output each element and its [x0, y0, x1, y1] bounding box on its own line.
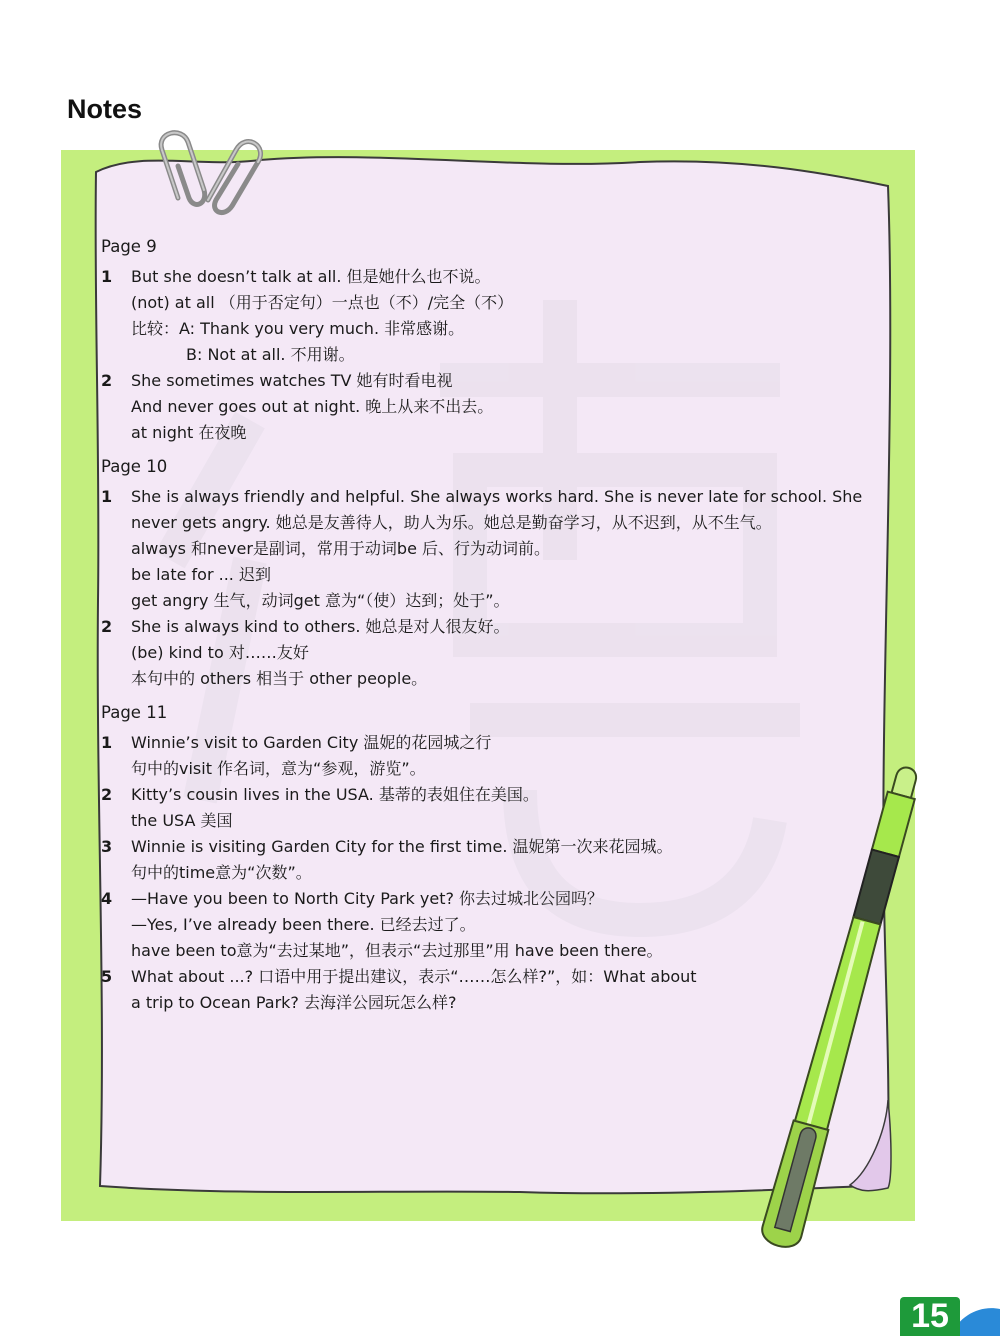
note-line: get angry 生气，动词get 意为“（使）达到；处于”。	[131, 591, 510, 610]
note-line: B: Not at all. 不用谢。	[186, 345, 355, 364]
note-line: always 和never是副词，常用于动词be 后、行为动词前。	[131, 539, 550, 558]
note-number: 3	[101, 837, 113, 856]
note-line: (not) at all （用于否定句）一点也（不）/完全（不）	[131, 293, 514, 312]
note-line: never gets angry. 她总是友善待人，助人为乐。她总是勤奋学习，从不迟到，从不生气。	[131, 513, 772, 532]
note-line: 句中的visit 作名词，意为“参观，游览”。	[131, 759, 426, 778]
note-line: at night 在夜晚	[131, 423, 247, 442]
note-line: the USA 美国	[131, 811, 233, 830]
note-line: be late for ... 迟到	[131, 565, 271, 584]
note-line: Kitty’s cousin lives in the USA. 基蒂的表姐住在美国。	[131, 785, 539, 804]
note-number: 1	[101, 487, 113, 506]
note-line: 比较：A: Thank you very much. 非常感谢。	[131, 319, 465, 338]
note-line: —Have you been to North City Park yet? 你去过城北公园吗？	[131, 889, 604, 908]
note-line: 句中的time意为“次数”。	[131, 863, 312, 882]
note-line: a trip to Ocean Park? 去海洋公园玩怎么样?	[131, 993, 457, 1012]
note-line: She is always kind to others. 她总是对人很友好。	[131, 617, 510, 636]
note-number: 2	[101, 785, 113, 804]
note-number: 5	[101, 967, 113, 986]
note-line: have been to意为“去过某地”，但表示“去过那里”用 have been there。	[131, 941, 663, 960]
note-line: —Yes, I’ve already been there. 已经去过了。	[131, 915, 476, 934]
page-title: Notes	[67, 94, 143, 124]
note-number: 1	[101, 267, 113, 286]
page-number: 15	[900, 1297, 960, 1336]
note-number: 2	[101, 617, 113, 636]
section-heading: Page 11	[101, 703, 168, 722]
note-line: Winnie’s visit to Garden City 温妮的花园城之行	[131, 733, 492, 752]
note-line: But she doesn’t talk at all. 但是她什么也不说。	[131, 267, 491, 286]
note-line: Winnie is visiting Garden City for the first time. 温妮第一次来花园城。	[131, 837, 673, 856]
note-number: 4	[101, 889, 113, 908]
note-line: What about ...? 口语中用于提出建议，表示“……怎么样?”，如：What about	[131, 967, 697, 986]
section-heading: Page 10	[101, 457, 168, 476]
note-line: And never goes out at night. 晚上从来不出去。	[131, 397, 494, 416]
note-line: She sometimes watches TV 她有时看电视	[131, 371, 453, 390]
note-number: 2	[101, 371, 113, 390]
note-line: 本句中的 others 相当于 other people。	[131, 669, 428, 688]
note-line: She is always friendly and helpful. She always works hard. She is never late for school. She	[131, 487, 863, 506]
section-heading: Page 9	[101, 237, 157, 256]
note-number: 1	[101, 733, 113, 752]
note-line: (be) kind to 对……友好	[131, 643, 309, 662]
